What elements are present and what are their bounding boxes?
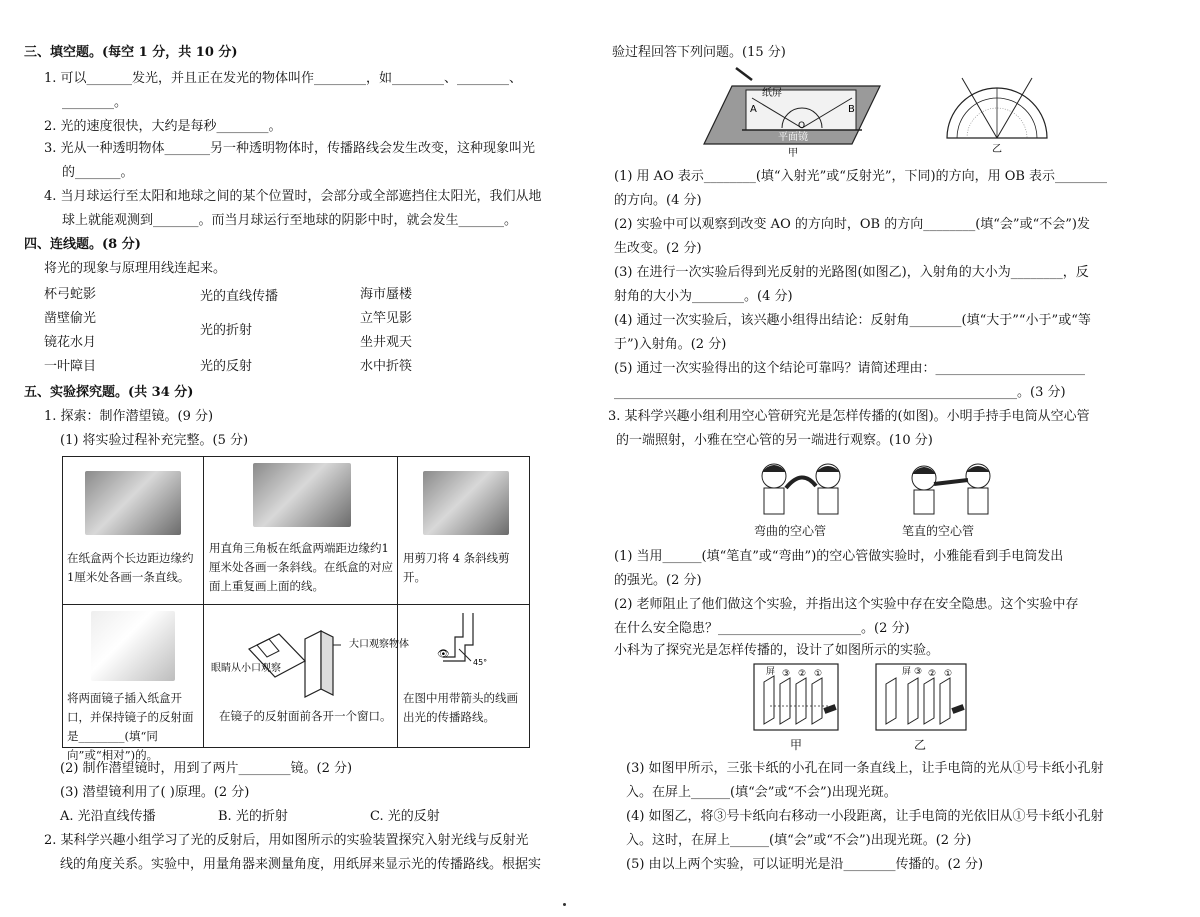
periscope-steps-table xyxy=(62,456,530,762)
match-mid-item: 光的折射 xyxy=(200,323,253,338)
question-3-line-1: 3. 光从一种透明物体_______另一种透明物体时，传播路线会发生改变，这种现象叫光 xyxy=(44,141,536,156)
tube-q2-line-1: (2) 老师阻止了他们做这个实验，并指出这个实验中存在安全隐患。这个实验中存 xyxy=(614,597,1079,612)
reflection-q3-line-2: 射角的大小为________。(4 分) xyxy=(614,289,793,304)
card-2-label: ② xyxy=(798,669,807,679)
table-divider xyxy=(397,457,398,747)
reflection-q2-line-1: (2) 实验中可以观察到改变 AO 的方向时，OB 的方向________(填“会”或“不会”)发 xyxy=(614,217,1090,232)
question-3-line-2: 的_______。 xyxy=(62,165,134,180)
match-right-item: 坐井观天 xyxy=(360,335,413,350)
question-5-1-1: (1) 将实验过程补充完整。(5 分) xyxy=(60,433,249,448)
reflection-q2-line-2: 生改变。(2 分) xyxy=(614,241,702,256)
step-2-text: 用直角三角板在纸盒两端距边缘约1厘米处各画一条斜线。在纸盒的对应面上重复画上面的线。 xyxy=(209,541,393,593)
question-5-1-3: (3) 潜望镜利用了( )原理。(2 分) xyxy=(60,785,250,800)
question-3-right-line-2: 的一端照射，小雅在空心管的另一端进行观察。(10 分) xyxy=(616,433,933,448)
page-mark xyxy=(563,903,566,906)
match-left-item: 镜花水月 xyxy=(44,335,97,350)
screen-label: 屏 xyxy=(902,667,912,677)
question-5-2-line-2: 线的角度关系。实验中，用量角器来测量角度，用纸屏来显示光的传播路线。根据实 xyxy=(60,857,542,872)
match-mid-item: 光的直线传播 xyxy=(200,289,279,304)
mirror-label: 平面镜 xyxy=(778,132,808,143)
protractor-figure xyxy=(942,72,1052,156)
step-3-text: 用剪刀将 4 条斜线剪开。 xyxy=(403,551,510,584)
straight-tube-illustration xyxy=(902,458,1002,524)
step-1-text: 在纸盒两个长边距边缘约1厘米处各画一条直线。 xyxy=(67,551,194,584)
question-4-line-1: 4. 当月球运行至太阳和地球之间的某个位置时，会部分或全部遮挡住太阳光，我们从地 xyxy=(44,189,542,204)
eye-small-opening-label: 眼睛从小口观察 xyxy=(211,663,281,674)
angle-45-label: 45° xyxy=(473,658,488,667)
continuation-line: 验过程回答下列问题。(15 分) xyxy=(612,45,786,60)
bent-tube-caption: 弯曲的空心管 xyxy=(754,524,827,538)
step-3-photo xyxy=(423,471,509,535)
reflection-q5-line-1: (5) 通过一次实验得出的这个结论可靠吗？请简述理由：_______________________ xyxy=(614,361,1086,376)
question-5-2-line-1: 2. 某科学兴趣小组学习了光的反射后，用如图所示的实验装置探究入射光线与反射光 xyxy=(44,833,529,848)
tube-q2-line-2: 在什么安全隐患？______________________。(2 分) xyxy=(614,621,910,636)
cards-figure-jia xyxy=(752,662,842,734)
match-mid-item: 光的反射 xyxy=(200,359,253,374)
step-1-photo xyxy=(85,471,181,535)
match-right-item: 海市蜃楼 xyxy=(360,287,413,302)
option-b: B. 光的折射 xyxy=(218,809,288,824)
reflection-q4-line-1: (4) 通过一次实验后，该兴趣小组得出结论：反射角________(填“大于”“小于”或“等 xyxy=(614,313,1091,328)
card-3-label: ③ xyxy=(782,669,791,679)
cards-q4-line-1: (4) 如图乙，将③号卡纸向右移动一小段距离，让手电筒的光依旧从①号卡纸小孔射 xyxy=(626,809,1104,824)
match-left-item: 杯弓蛇影 xyxy=(44,287,97,302)
match-right-item: 水中折筷 xyxy=(360,359,413,374)
reflection-q1-line-1: (1) 用 AO 表示________(填“入射光”或“反射光”，下同)的方向，用 OB 表示________ xyxy=(614,169,1108,184)
step-2-photo xyxy=(253,463,351,527)
figure-jia-label: 甲 xyxy=(788,148,798,159)
paper-screen-label: 纸屏 xyxy=(762,88,782,99)
option-a: A. 光沿直线传播 xyxy=(60,809,156,824)
table-divider xyxy=(203,457,204,747)
cards-figure-yi xyxy=(874,662,970,734)
reflection-apparatus-figure xyxy=(702,66,882,162)
experiment-intro: 小科为了探究光是怎样传播的，设计了如图所示的实验。 xyxy=(614,643,940,658)
step-4-text: 将两面镜子插入纸盒开口，并保持镜子的反射面是________(填“同向”或“相对”)的。 xyxy=(67,691,194,762)
step-5-text: 在镜子的反射面前各开一个窗口。 xyxy=(219,709,392,723)
figure-yi-label: 乙 xyxy=(992,144,1002,155)
question-5-1: 1. 探索：制作潜望镜。(9 分) xyxy=(44,409,214,424)
periscope-cut-diagram xyxy=(209,609,409,705)
reflection-q1-line-2: 的方向。(4 分) xyxy=(614,193,702,208)
screen-label: 屏 xyxy=(766,667,776,677)
bent-tube-illustration xyxy=(752,458,852,524)
reflection-q3-line-1: (3) 在进行一次实验后得到光反射的光路图(如图乙)，入射角的大小为________，反 xyxy=(614,265,1089,280)
cards-q3-line-1: (3) 如图甲所示，三张卡纸的小孔在同一条直线上，让手电筒的光从①号卡纸小孔射 xyxy=(626,761,1104,776)
match-left-item: 凿壁偷光 xyxy=(44,311,97,326)
step-4-photo xyxy=(91,611,175,681)
point-b-label: B xyxy=(848,104,855,115)
table-divider xyxy=(63,604,529,605)
eye-icon: 👁 xyxy=(437,649,450,660)
section-4-title: 四、连线题。(8 分) xyxy=(24,237,141,252)
card-3-label: ③ xyxy=(914,667,923,677)
match-left-item: 一叶障目 xyxy=(44,359,97,374)
card-1-label: ① xyxy=(814,669,823,679)
point-o-label: O xyxy=(798,121,806,131)
cards-yi-caption: 乙 xyxy=(914,738,927,752)
light-path-diagram xyxy=(403,609,527,669)
section-4-instruction: 将光的现象与原理用线连起来。 xyxy=(44,261,227,276)
card-2-label: ② xyxy=(928,669,937,679)
question-3-right-line-1: 3. 某科学兴趣小组利用空心管研究光是怎样传播的(如图)。小明手持手电筒从空心管 xyxy=(608,409,1090,424)
cards-q4-line-2: 入。这时，在屏上______(填“会”或“不会”)出现光斑。(2 分) xyxy=(626,833,972,848)
point-a-label: A xyxy=(750,104,757,115)
cards-q3-line-2: 入。在屏上______(填“会”或“不会”)出现光斑。 xyxy=(626,785,897,800)
card-1-label: ① xyxy=(944,669,953,679)
cards-q5: (5) 由以上两个实验，可以证明光是沿________传播的。(2 分) xyxy=(626,857,984,872)
question-1-line-2: ________。 xyxy=(62,95,128,110)
question-5-1-2: (2) 制作潜望镜时，用到了两片________镜。(2 分) xyxy=(60,761,353,776)
tube-q1-line-1: (1) 当用______(填“笔直”或“弯曲”)的空心管做实验时，小雅能看到手电筒发出 xyxy=(614,549,1064,564)
question-1-line-1: 1. 可以_______发光，并且正在发光的物体叫作________，如________、________、 xyxy=(44,71,523,86)
reflection-q5-line-2: ______________________________________________________________。(3 分) xyxy=(614,385,1066,400)
option-c: C. 光的反射 xyxy=(370,809,440,824)
straight-tube-caption: 笔直的空心管 xyxy=(902,524,975,538)
question-2: 2. 光的速度很快，大约是每秒________。 xyxy=(44,119,282,134)
step-6-text: 在图中用带箭头的线画出光的传播路线。 xyxy=(403,691,518,724)
cards-jia-caption: 甲 xyxy=(790,738,803,752)
section-3-title: 三、填空题。(每空 1 分，共 10 分) xyxy=(24,45,238,60)
section-5-title: 五、实验探究题。(共 34 分) xyxy=(24,385,194,400)
match-right-item: 立竿见影 xyxy=(360,311,413,326)
question-4-line-2: 球上就能观测到_______。而当月球运行至地球的阴影中时，就会发生_______。 xyxy=(62,213,518,228)
big-opening-label: 大口观察物体 xyxy=(349,639,409,650)
reflection-q4-line-2: 于”)入射角。(2 分) xyxy=(614,337,727,352)
tube-q1-line-2: 的强光。(2 分) xyxy=(614,573,702,588)
